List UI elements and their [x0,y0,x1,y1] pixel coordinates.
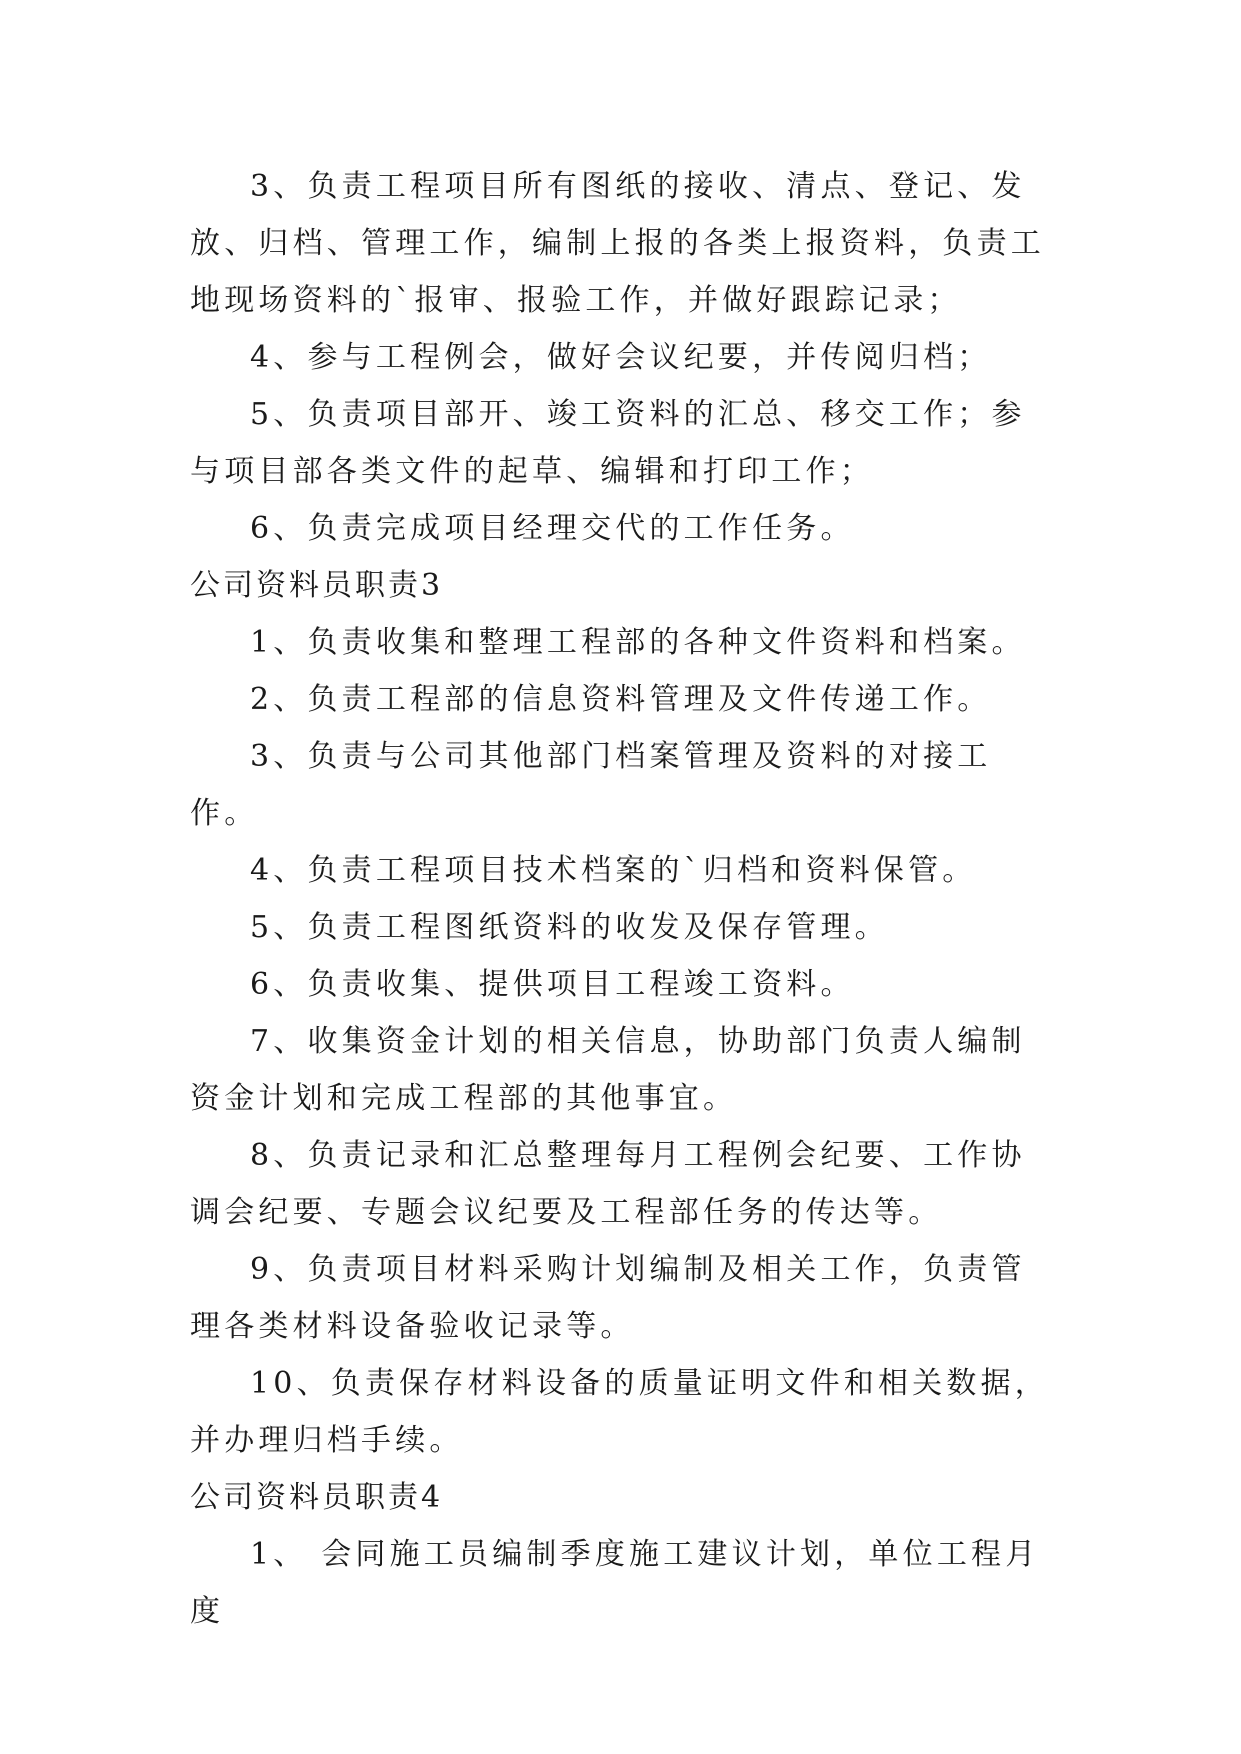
paragraph-item-3: 3、负责工程项目所有图纸的接收、清点、登记、发放、归档、管理工作，编制上报的各类上报资料，负责工地现场资料的`报审、报验工作，并做好跟踪记录； [190,169,1045,318]
paragraph-item-3b: 3、负责与公司其他部门档案管理及资料的对接工作。 [190,739,992,831]
paragraph-item-4: 4、参与工程例会，做好会议纪要，并传阅归档； [250,340,992,375]
paragraph-item-9: 9、负责项目材料采购计划编制及相关工作，负责管理各类材料设备验收记录等。 [190,1252,1026,1344]
paragraph-item-6b: 6、负责收集、提供项目工程竣工资料。 [250,967,855,1002]
section-heading-4: 公司资料员职责4 [190,1480,444,1515]
paragraph-item-1: 1、负责收集和整理工程部的各种文件资料和档案。 [250,625,1026,660]
paragraph-item-2: 2、负责工程部的信息资料管理及文件传递工作。 [250,682,992,717]
paragraph-item-5: 5、负责项目部开、竣工资料的汇总、移交工作；参与项目部各类文件的起草、编辑和打印工作； [190,397,1026,489]
section-heading-3: 公司资料员职责3 [190,568,444,603]
paragraph-item-5b: 5、负责工程图纸资料的收发及保存管理。 [250,910,889,945]
paragraph-item-1c: 1、 会同施工员编制季度施工建议计划，单位工程月度 [190,1537,1040,1629]
paragraph-item-10: 10、负责保存材料设备的质量证明文件和相关数据，并办理归档手续。 [190,1366,1049,1458]
paragraph-item-7: 7、收集资金计划的相关信息，协助部门负责人编制资金计划和完成工程部的其他事宜。 [190,1024,1026,1116]
paragraph-item-8: 8、负责记录和汇总整理每月工程例会纪要、工作协调会纪要、专题会议纪要及工程部任务的传达等。 [190,1138,1026,1230]
paragraph-item-4b: 4、负责工程项目技术档案的`归档和资料保管。 [250,853,977,888]
paragraph-item-6: 6、负责完成项目经理交代的工作任务。 [250,511,855,546]
